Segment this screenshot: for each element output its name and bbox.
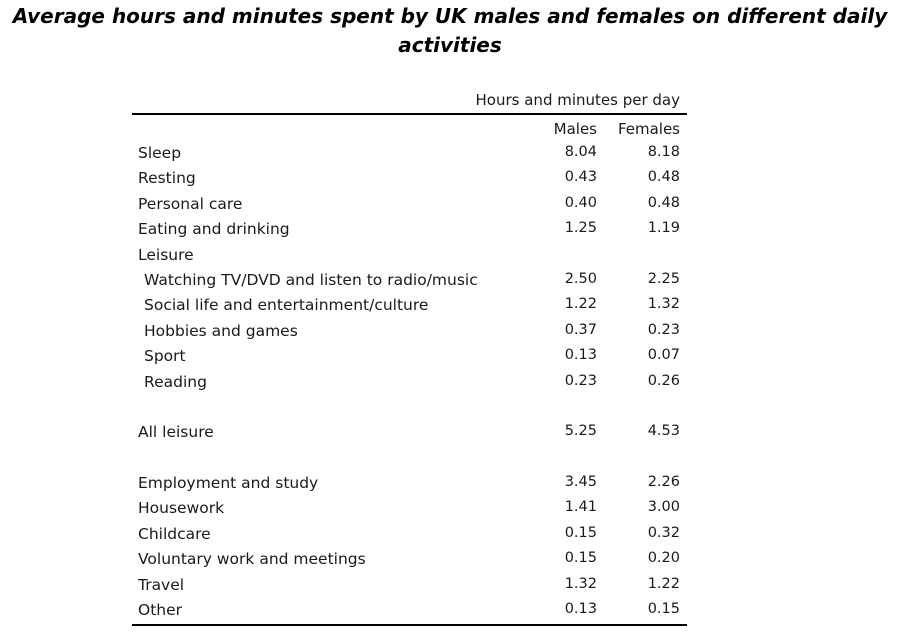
females-value: 0.15: [647, 601, 680, 618]
females-value: 0.48: [647, 194, 680, 211]
males-value: 0.13: [564, 601, 597, 618]
males-value: 0.23: [564, 372, 597, 389]
females-value: 0.20: [647, 550, 680, 567]
males-value: 8.04: [564, 144, 597, 160]
table-row: [132, 548, 687, 573]
table-row: [132, 193, 687, 218]
table-row: [132, 371, 687, 396]
table-spacer-row: [132, 396, 687, 421]
table-spacer-row: [132, 447, 687, 472]
row-label: Reading: [144, 372, 207, 391]
row-label: Eating and drinking: [138, 220, 290, 239]
table-body: [132, 142, 687, 624]
males-value: 1.41: [564, 499, 597, 516]
row-label: Social life and entertainment/culture: [144, 296, 429, 315]
row-label: Sport: [144, 347, 186, 366]
column-header-females: Females: [617, 120, 680, 138]
table-row: [132, 218, 687, 243]
table-row: [132, 523, 687, 548]
females-value: 8.18: [647, 144, 680, 160]
males-value: 0.40: [564, 194, 597, 211]
males-value: 0.15: [564, 524, 597, 541]
females-value: 2.25: [647, 270, 680, 287]
table-top-rule: [132, 113, 687, 115]
chart-title: Average hours and minutes spent by UK males and females on different daily activities: [12, 4, 888, 57]
males-value: 5.25: [564, 423, 597, 440]
males-value: 1.32: [564, 575, 597, 592]
females-value: 4.53: [647, 423, 680, 440]
row-label: Childcare: [138, 524, 211, 543]
table-row: [132, 142, 687, 167]
row-label: Resting: [138, 169, 196, 188]
table-row: [132, 167, 687, 192]
females-value: 0.23: [647, 321, 680, 338]
table-bottom-rule: [132, 624, 687, 626]
table-row: [132, 599, 687, 624]
row-label: Employment and study: [138, 474, 319, 493]
table-row: [132, 294, 687, 319]
row-label: Watching TV/DVD and listen to radio/music: [144, 270, 478, 289]
row-label: All leisure: [138, 423, 214, 442]
females-value: 0.32: [647, 524, 680, 541]
females-value: 1.19: [647, 220, 680, 237]
females-value: 0.07: [647, 347, 680, 364]
table-row: [132, 574, 687, 599]
males-value: 1.22: [564, 296, 597, 313]
males-value: 0.43: [564, 169, 597, 186]
table-row: [132, 497, 687, 522]
males-value: 0.15: [564, 550, 597, 567]
row-label: Other: [138, 601, 183, 620]
row-label: Voluntary work and meetings: [138, 550, 366, 569]
row-label: Personal care: [138, 194, 243, 213]
table-row: [132, 421, 687, 446]
row-label: Sleep: [138, 144, 182, 162]
table-row: [132, 320, 687, 345]
females-value: 0.48: [647, 169, 680, 186]
females-value: 3.00: [647, 499, 680, 516]
females-value: 1.22: [647, 575, 680, 592]
table-row: [132, 244, 687, 269]
males-value: 2.50: [564, 270, 597, 287]
row-label: Travel: [138, 575, 185, 594]
males-value: 0.13: [564, 347, 597, 364]
females-value: 0.26: [647, 372, 680, 389]
males-value: 1.25: [564, 220, 597, 237]
unit-label: Hours and minutes per day: [475, 91, 680, 109]
females-value: 2.26: [647, 474, 680, 491]
row-label: Hobbies and games: [144, 321, 298, 340]
row-label: Leisure: [138, 245, 194, 264]
table-row: [132, 472, 687, 497]
column-header-males: Males: [553, 120, 597, 138]
females-value: 1.32: [647, 296, 680, 313]
row-label: Housework: [138, 499, 225, 518]
table-row: [132, 345, 687, 370]
table-row: [132, 269, 687, 294]
males-value: 3.45: [564, 474, 597, 491]
males-value: 0.37: [564, 321, 597, 338]
